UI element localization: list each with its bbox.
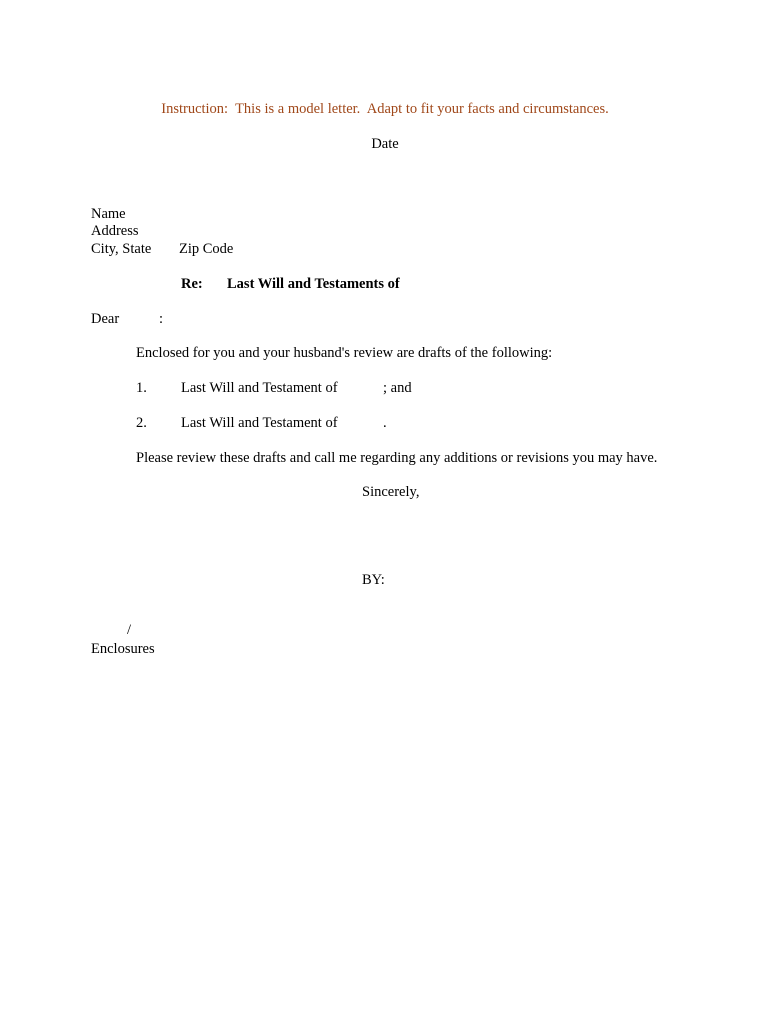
re-subject: Last Will and Testaments of [227, 276, 400, 292]
signature-by: BY: [362, 572, 385, 588]
list-item-text: Last Will and Testament of [181, 415, 338, 431]
recipient-name: Name [91, 206, 126, 222]
closing-paragraph: Please review these drafts and call me regarding any additions or revisions you may have. [136, 450, 658, 466]
initials-slash: / [127, 622, 132, 638]
salutation-dear: Dear [91, 311, 120, 327]
letter-date: Date [371, 136, 399, 152]
list-item-suffix: . [383, 415, 387, 431]
body-intro: Enclosed for you and your husband's review are drafts of the following: [136, 345, 553, 361]
enclosures-label: Enclosures [91, 641, 155, 657]
sincerely-text: Sincerely, [362, 484, 420, 500]
list-item-number: 2. [136, 415, 147, 431]
recipient-city-state: City, State [91, 241, 152, 257]
instruction-note: Instruction: This is a model letter. Adapt to fit your facts and circumstances. [161, 101, 609, 117]
list-item-suffix: ; and [383, 380, 412, 396]
recipient-address: Address [91, 223, 139, 239]
recipient-zip: Zip Code [179, 241, 234, 257]
list-item-number: 1. [136, 380, 147, 396]
salutation-colon: : [159, 311, 164, 327]
re-label: Re: [181, 276, 203, 292]
list-item-text: Last Will and Testament of [181, 380, 338, 396]
